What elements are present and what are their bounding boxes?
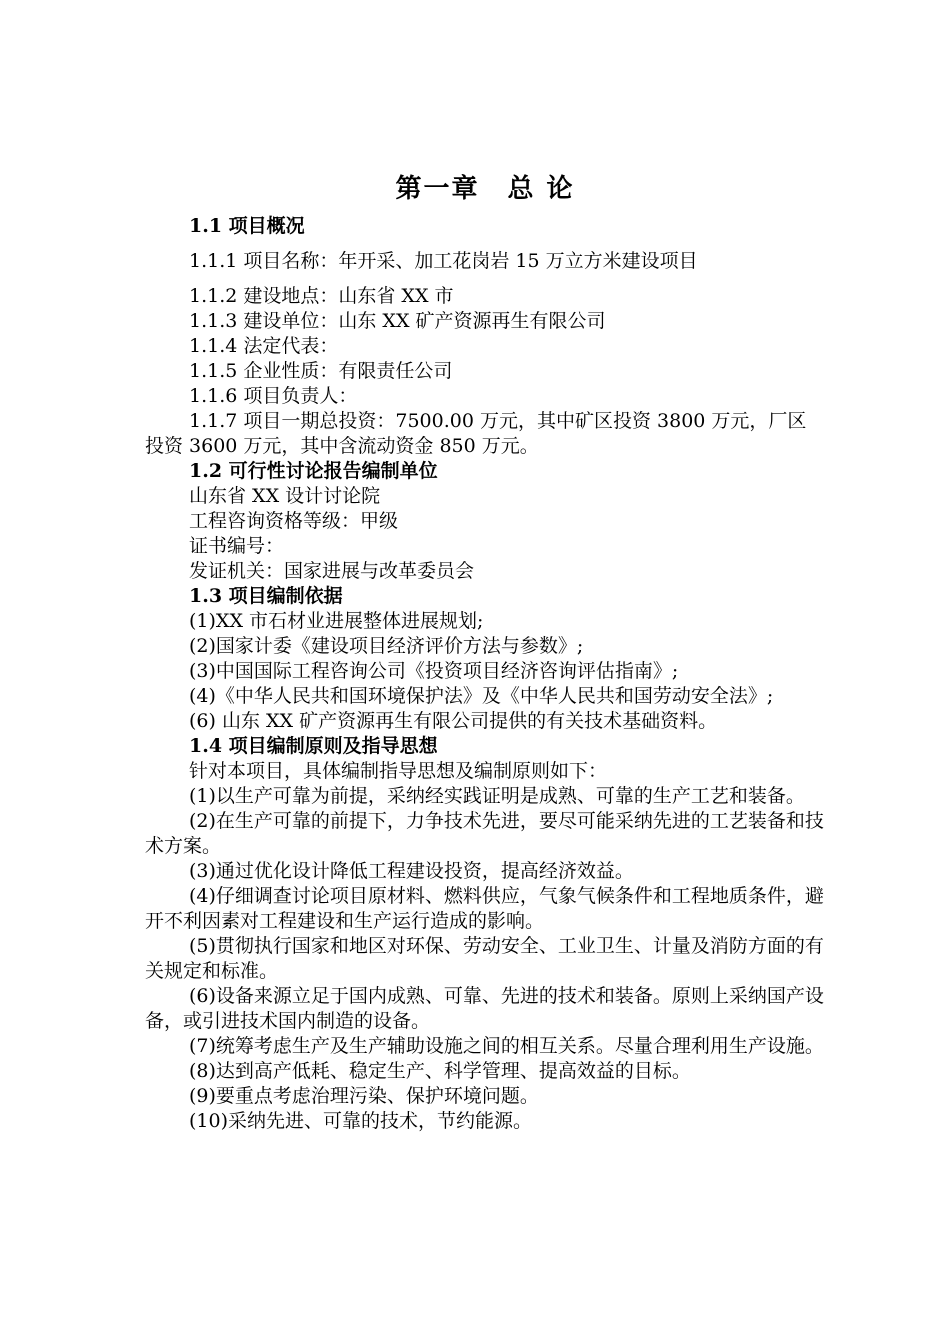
section-heading-1-3: 1.3 项目编制依据 bbox=[189, 585, 343, 607]
item-1-2-issuer: 发证机关：国家进展与改革委员会 bbox=[189, 560, 475, 582]
item-1-1-1: 1.1.1 项目名称：年开采、加工花岗岩 15 万立方米建设项目 bbox=[189, 250, 698, 272]
principle-item-7: (7)统筹考虑生产及生产辅助设施之间的相互关系。尽量合理利用生产设施。 bbox=[189, 1035, 824, 1057]
principle-intro: 针对本项目，具体编制指导思想及编制原则如下： bbox=[189, 760, 608, 782]
basis-item-2: (2)国家计委《建设项目经济评价方法与参数》; bbox=[189, 635, 584, 657]
section-heading-1-4: 1.4 项目编制原则及指导思想 bbox=[189, 735, 438, 757]
basis-item-6: (6) 山东 XX 矿产资源再生有限公司提供的有关技术基础资料。 bbox=[189, 710, 718, 732]
principle-item-3: (3)通过优化设计降低工程建设投资，提高经济效益。 bbox=[189, 860, 634, 882]
chapter-number: 第一章 bbox=[395, 174, 480, 204]
section-heading-1-2: 1.2 可行性讨论报告编制单位 bbox=[189, 460, 438, 482]
document-page bbox=[145, 170, 825, 1134]
chapter-name: 总 论 bbox=[507, 174, 575, 204]
principle-item-2: (2)在生产可靠的前提下，力争技术先进，要尽可能采纳先进的工艺装备和技术方案。 bbox=[145, 810, 824, 857]
principle-item-8: (8)达到高产低耗、稳定生产、科学管理、提高效益的目标。 bbox=[189, 1060, 691, 1082]
principle-item-1: (1)以生产可靠为前提，采纳经实践证明是成熟、可靠的生产工艺和装备。 bbox=[189, 785, 805, 807]
chapter-title bbox=[145, 170, 825, 208]
item-1-1-4: 1.1.4 法定代表： bbox=[189, 335, 339, 357]
item-1-2-cert: 证书编号： bbox=[189, 535, 285, 557]
item-1-1-5: 1.1.5 企业性质：有限责任公司 bbox=[189, 360, 453, 382]
item-1-1-2: 1.1.2 建设地点：山东省 XX 市 bbox=[189, 285, 454, 307]
basis-item-3: (3)中国国际工程咨询公司《投资项目经济咨询评估指南》; bbox=[189, 660, 679, 682]
item-1-1-3: 1.1.3 建设单位：山东 XX 矿产资源再生有限公司 bbox=[189, 310, 606, 332]
basis-item-1: (1)XX 市石材业进展整体进展规划; bbox=[189, 610, 484, 632]
item-1-1-6: 1.1.6 项目负责人： bbox=[189, 385, 358, 407]
section-heading-1-1: 1.1 项目概况 bbox=[189, 215, 305, 237]
principle-item-4: (4)仔细调查讨论项目原材料、燃料供应，气象气候条件和工程地质条件，避开不利因素对工程建设和生产运行造成的影响。 bbox=[145, 885, 824, 932]
principle-item-10: (10)采纳先进、可靠的技术，节约能源。 bbox=[189, 1110, 533, 1132]
item-1-2-grade: 工程咨询资格等级：甲级 bbox=[189, 510, 399, 532]
principle-item-5: (5)贯彻执行国家和地区对环保、劳动安全、工业卫生、计量及消防方面的有关规定和标准。 bbox=[145, 935, 824, 982]
basis-item-4: (4)《中华人民共和国环境保护法》及《中华人民共和国劳动安全法》; bbox=[189, 685, 774, 707]
item-1-2-org: 山东省 XX 设计讨论院 bbox=[189, 485, 381, 507]
principle-item-6: (6)设备来源立足于国内成熟、可靠、先进的技术和装备。原则上采纳国产设备，或引进技术国内制造的设备。 bbox=[145, 985, 824, 1032]
principle-item-9: (9)要重点考虑治理污染、保护环境问题。 bbox=[189, 1085, 539, 1107]
item-1-1-7: 1.1.7 项目一期总投资：7500.00 万元，其中矿区投资 3800 万元，厂区投资 3600 万元，其中含流动资金 850 万元。 bbox=[145, 410, 807, 457]
